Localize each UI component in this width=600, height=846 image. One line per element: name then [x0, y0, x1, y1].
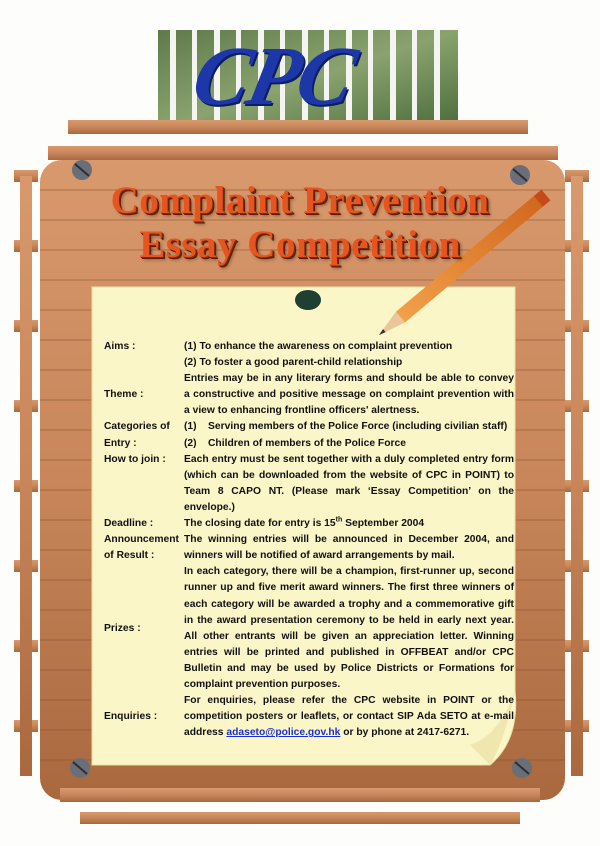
- cpc-logo: CPC: [185, 30, 363, 123]
- how-to-join-label: How to join :: [104, 453, 166, 465]
- category-2-number: (2): [184, 437, 197, 449]
- announcement-label-1: Announcement: [104, 534, 179, 546]
- page-title-line1: Complaint Prevention: [110, 179, 490, 222]
- theme-label: Theme :: [104, 389, 144, 401]
- enquiries-row: [104, 693, 514, 741]
- prizes-label: Prizes :: [104, 622, 141, 634]
- aims-item-2: (2) To foster a good parent-child relationship: [184, 357, 403, 369]
- aims-label: Aims :: [104, 341, 136, 352]
- category-2: Children of members of the Police Force: [208, 437, 406, 449]
- enquiries-label: Enquiries :: [104, 711, 158, 723]
- page-title-line2: Essay Competition: [139, 223, 461, 266]
- category-1: Serving members of the Police Force (including civilian staff): [208, 421, 508, 433]
- categories-row-2: [104, 436, 514, 452]
- deadline-row: [104, 516, 514, 532]
- how-to-join-row: [104, 452, 514, 516]
- how-to-join-text: Each entry must be sent together with a duly completed entry form (which can be downloaded from the website of CPC in POINT) to Team 8 CAPO NT. (Please mark ‘Essay Competition’ on the envelope.): [184, 453, 514, 513]
- announcement-text: The winning entries will be announced in December 2004, and winners will be notified of award arrangements by mail.: [184, 534, 514, 562]
- aims-row: [104, 339, 514, 355]
- enquiries-text: For enquiries, please refer the CPC website in POINT or the competition posters or leaflets, or contact SIP Ada SETO at e-mail address adaseto@police.gov.hk or by phone at 2417-6271.: [184, 695, 514, 739]
- category-1-number: (1): [184, 421, 197, 433]
- deadline-text: The closing date for entry is 15th September 2004: [184, 516, 425, 530]
- prizes-text: In each category, there will be a champion, first-runner up, second runner up and five merit award winners. The first three winners of each category will be awarded a trophy and a commemorative gift in the award presentation ceremony to be held in early next year. All other entrants will be given an appreciation letter. Winning entries will be printed and published in OFFBEAT and/or CPC Bulletin and may be used by Police Districts or Formations for complaint prevention purposes.: [184, 566, 514, 690]
- theme-row: [104, 371, 514, 419]
- categories-label-1: Categories of: [104, 421, 170, 433]
- announcement-row: [104, 532, 514, 564]
- prizes-row: [104, 564, 514, 693]
- theme-text: Entries may be in any literary forms and should be able to convey a constructive and positive message on complaint prevention with a view to enhancing frontline officers' alertness.: [184, 373, 514, 417]
- competition-details: [104, 339, 514, 741]
- categories-label-2: Entry :: [104, 437, 137, 449]
- deadline-label: Deadline :: [104, 518, 154, 530]
- categories-row-1: [104, 419, 514, 435]
- aims-item-1: (1) To enhance the awareness on complaint prevention: [184, 341, 453, 352]
- announcement-label-2: of Result :: [104, 550, 155, 562]
- aims-row-2: [104, 355, 514, 371]
- email-link[interactable]: adaseto@police.gov.hk: [226, 727, 341, 739]
